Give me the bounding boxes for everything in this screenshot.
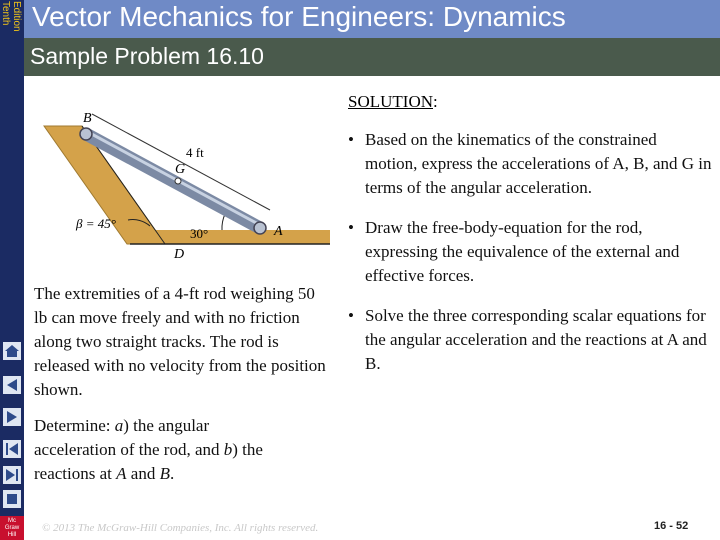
- exit-icon[interactable]: [3, 490, 21, 508]
- bullet-dot: •: [348, 306, 354, 325]
- label-beta: β = 45°: [76, 216, 116, 231]
- bullet-text: Draw the free-body-equation for the rod, expressing the equivalence of the external and effective forces.: [365, 218, 680, 285]
- problem-statement: The extremities of a 4-ft rod weighing 50 lb can move freely and with no friction along two straight tracks. The rod is released with no velocity from the position shown.: [34, 284, 326, 399]
- determine-prefix: Determine:: [34, 416, 115, 435]
- label-length: 4 ft: [186, 145, 204, 160]
- part-a-letter: a: [114, 416, 124, 435]
- bullet-dot: •: [348, 218, 354, 237]
- mcgraw-hill-logo: [0, 516, 24, 540]
- and-word: and: [126, 464, 160, 483]
- first-icon[interactable]: [3, 440, 21, 458]
- part-b-letter: b: [223, 440, 233, 459]
- part-b-text: ) the reactions at: [34, 440, 263, 483]
- next-icon[interactable]: [3, 408, 21, 426]
- period: .: [169, 464, 175, 483]
- solution-heading-text: SOLUTION: [348, 92, 433, 111]
- page-subtitle: Sample Problem 16.10: [30, 43, 264, 69]
- solution-bullet-2: [348, 216, 713, 288]
- label-A: A: [274, 224, 283, 239]
- part-a-text: ) the angular acceleration of the rod, and: [34, 416, 224, 459]
- solution-bullet-1: [348, 128, 713, 200]
- page-title: Vector Mechanics for Engineers: Dynamics: [32, 1, 566, 32]
- edition-label: [0, 0, 24, 44]
- point-a: A: [116, 464, 127, 483]
- bullet-text: Based on the kinematics of the constrained motion, express the accelerations of A, B, and G in terms of the angular acceleration.: [365, 130, 712, 197]
- determine-text: [34, 414, 294, 486]
- solution-bullet-3: [348, 304, 713, 376]
- edition-line2: Edition: [11, 1, 22, 32]
- left-sidebar: [0, 0, 24, 540]
- label-D: D: [174, 247, 185, 262]
- point-b: B: [159, 464, 170, 483]
- floor-track: [150, 230, 330, 244]
- pin-A: [254, 222, 266, 234]
- logo-line3: Hill: [7, 532, 17, 538]
- thirty-arc: [222, 214, 225, 230]
- home-icon[interactable]: [3, 342, 21, 360]
- center-G: [175, 178, 181, 184]
- back-icon[interactable]: [3, 376, 21, 394]
- title-bar: [24, 0, 720, 38]
- label-G: G: [175, 162, 186, 177]
- logo-line2: Graw: [4, 525, 20, 531]
- last-icon[interactable]: [3, 466, 21, 484]
- problem-figure: [30, 100, 335, 265]
- solution-colon: :: [433, 92, 438, 111]
- logo-line1: Mc: [8, 518, 16, 524]
- solution-heading: [348, 92, 438, 112]
- copyright: © 2013 The McGraw-Hill Companies, Inc. All rights reserved.: [42, 522, 319, 534]
- bullet-text: Solve the three corresponding scalar equations for the angular acceleration and the reactions at A and B.: [365, 306, 707, 373]
- edition-line1: Tenth: [0, 1, 11, 26]
- label-B: B: [83, 111, 92, 126]
- pin-B: [80, 128, 92, 140]
- subtitle-bar: [24, 38, 720, 76]
- page-number: 16 - 52: [654, 520, 689, 532]
- bullet-dot: •: [348, 130, 354, 149]
- label-angle: 30°: [190, 226, 209, 241]
